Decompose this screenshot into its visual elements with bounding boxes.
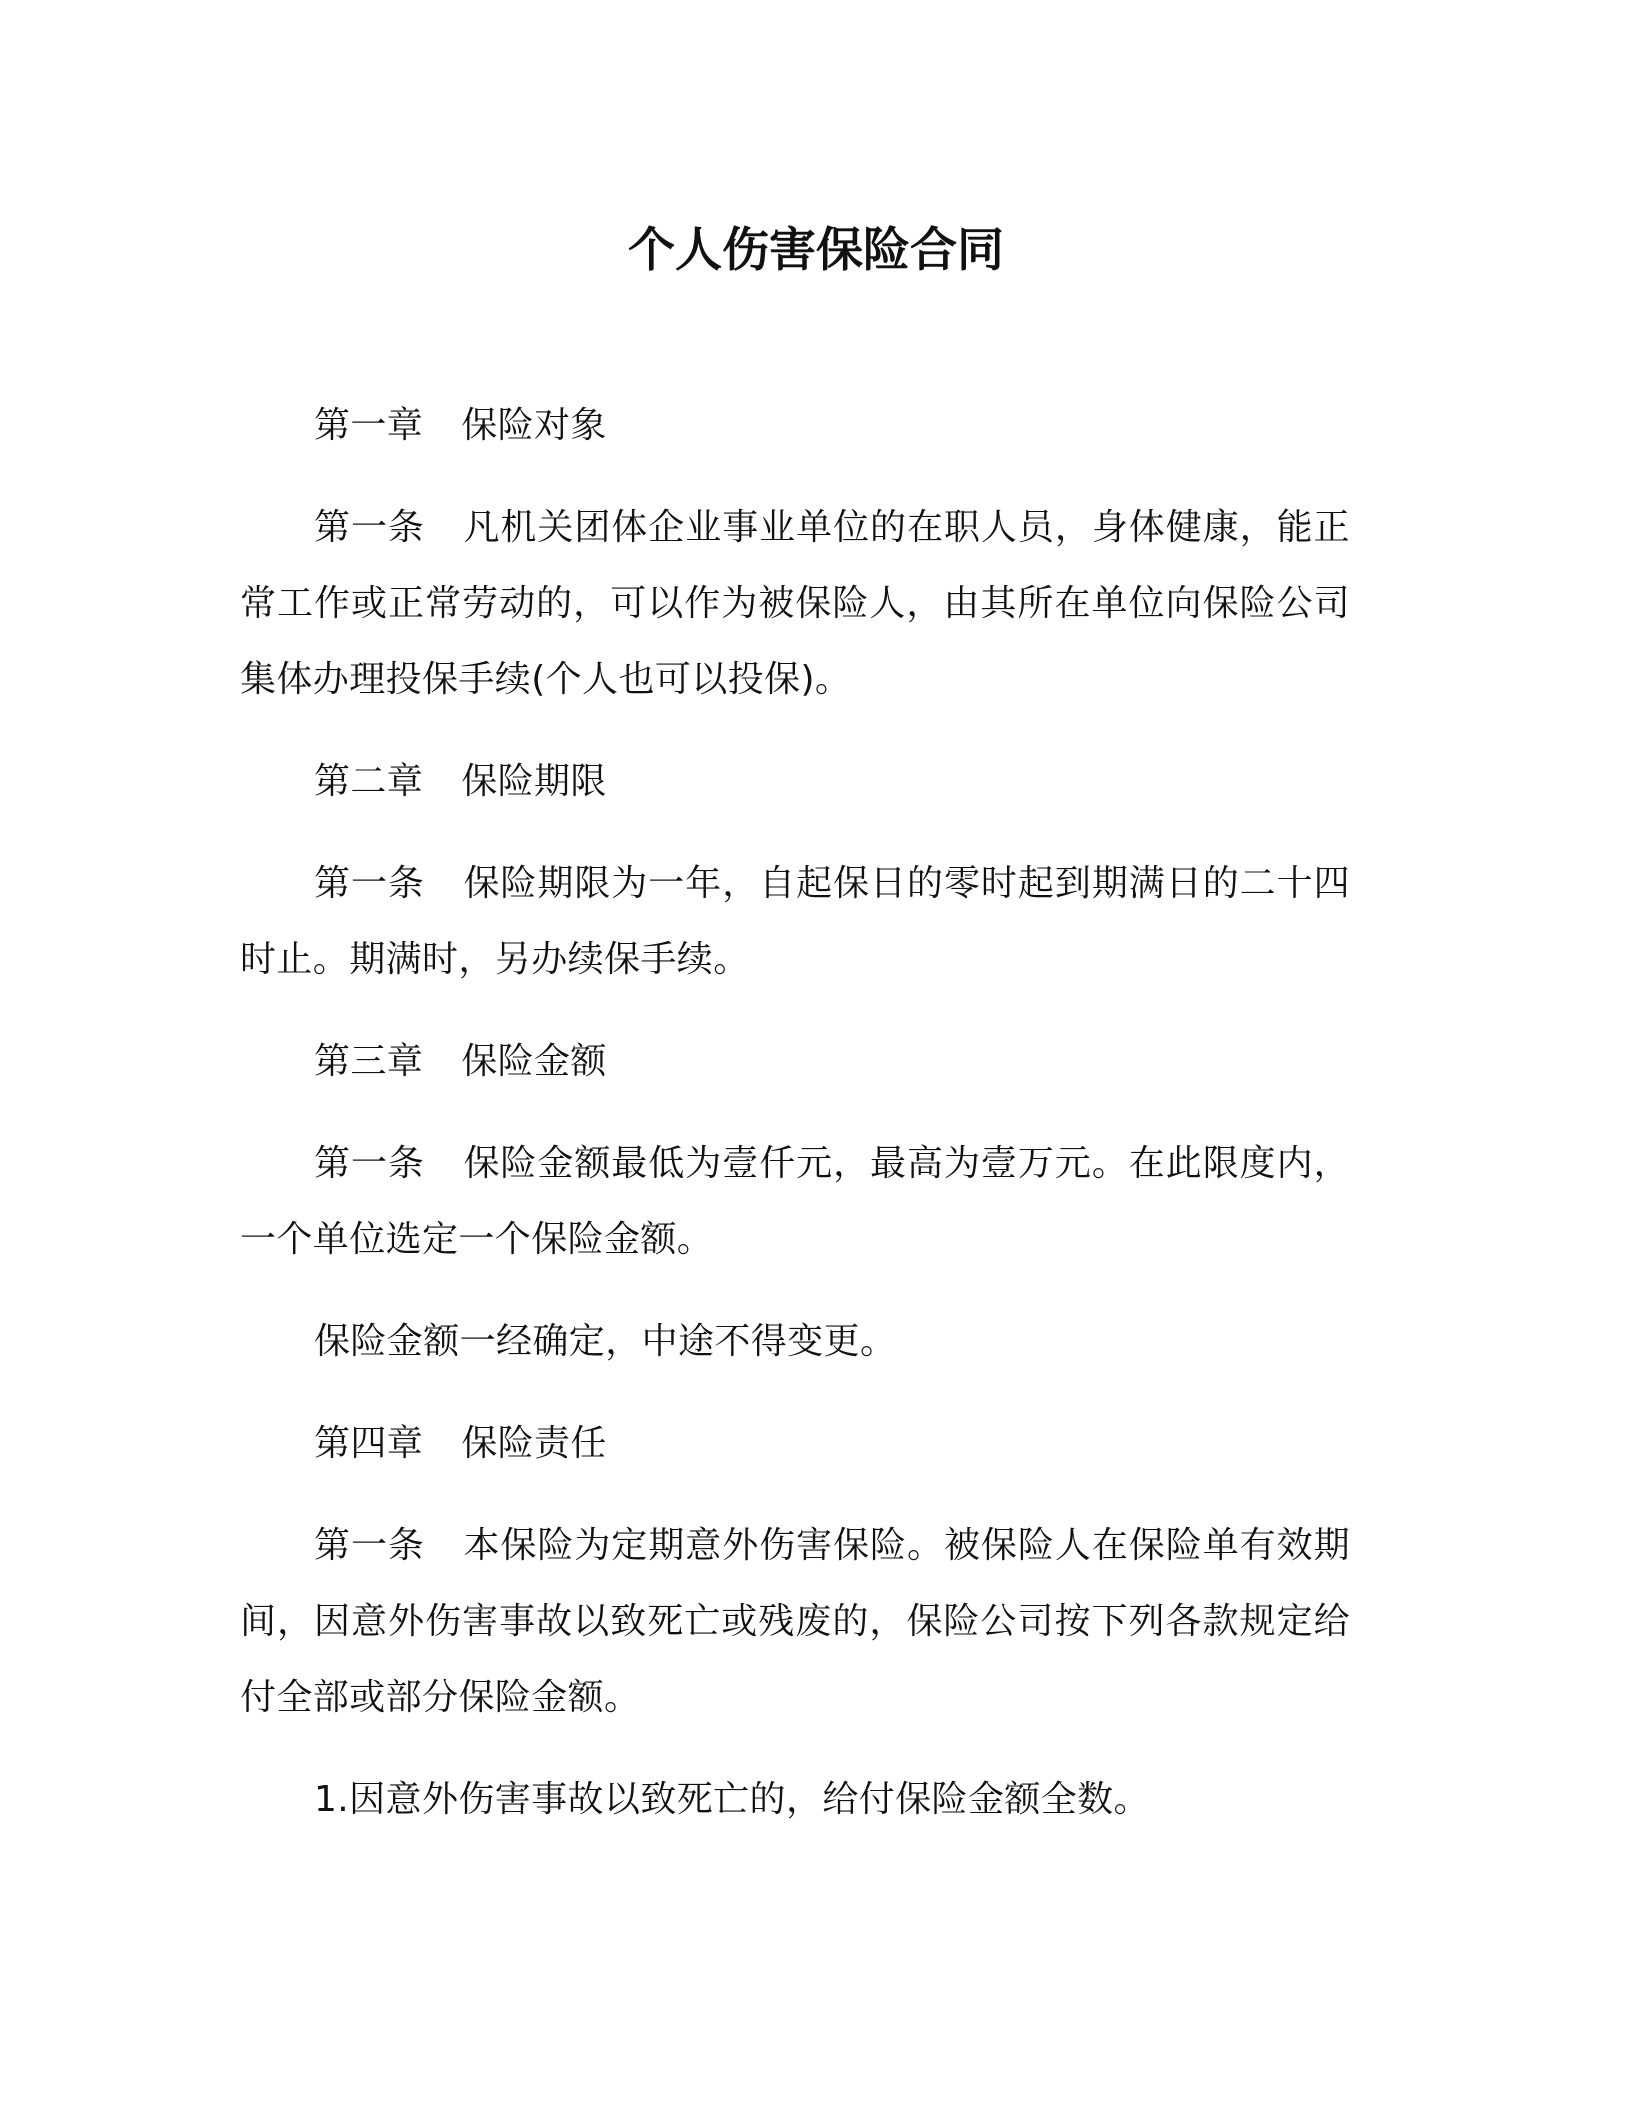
list-item-1: 1.因意外伤害事故以致死亡的，给付保险金额全数。 xyxy=(314,1779,1150,1820)
article-paragraph-2 xyxy=(240,846,1350,998)
article-text: 本保险为定期意外伤害保险。被保险人在保险单有效期间，因意外伤害事故以致死亡或残废的，保险公司按下列各款规定给付全部或部分保险金额。 xyxy=(240,1525,1350,1718)
article-text: 保险金额最低为壹仟元，最高为壹万元。在此限度内，一个单位选定一个保险金额。 xyxy=(240,1143,1350,1260)
chapter-title: 保险金额 xyxy=(461,1041,607,1082)
chapter-heading-2 xyxy=(240,744,1350,820)
chapter-heading-3 xyxy=(240,1024,1350,1100)
article-text: 保险期限为一年，自起保日的零时起到期满日的二十四时止。期满时，另办续保手续。 xyxy=(240,863,1350,980)
chapter-label: 第一章 xyxy=(314,405,424,446)
article-label: 第一条 xyxy=(314,863,425,904)
article-label: 第一条 xyxy=(314,1525,425,1566)
body-paragraph: 保险金额一经确定，中途不得变更。 xyxy=(314,1321,897,1362)
article-text: 凡机关团体企业事业单位的在职人员，身体健康，能正常工作或正常劳动的，可以作为被保险人，由其所在单位向保险公司集体办理投保手续(个人也可以投保)。 xyxy=(240,507,1350,700)
chapter-title: 保险对象 xyxy=(461,405,607,446)
chapter-label: 第二章 xyxy=(314,761,424,802)
document-body xyxy=(240,388,1350,1838)
chapter-title: 保险期限 xyxy=(461,761,607,802)
document-title: 个人伤害保险合同 xyxy=(628,223,1004,278)
chapter-label: 第四章 xyxy=(314,1423,424,1464)
article-label: 第一条 xyxy=(314,507,425,548)
chapter-heading-1 xyxy=(240,388,1350,464)
article-paragraph-1 xyxy=(240,490,1350,718)
article-paragraph-3 xyxy=(240,1126,1350,1278)
chapter-label: 第三章 xyxy=(314,1041,424,1082)
chapter-title: 保险责任 xyxy=(461,1423,607,1464)
article-paragraph-4 xyxy=(240,1508,1350,1736)
chapter-heading-4 xyxy=(240,1406,1350,1482)
article-label: 第一条 xyxy=(314,1143,425,1184)
